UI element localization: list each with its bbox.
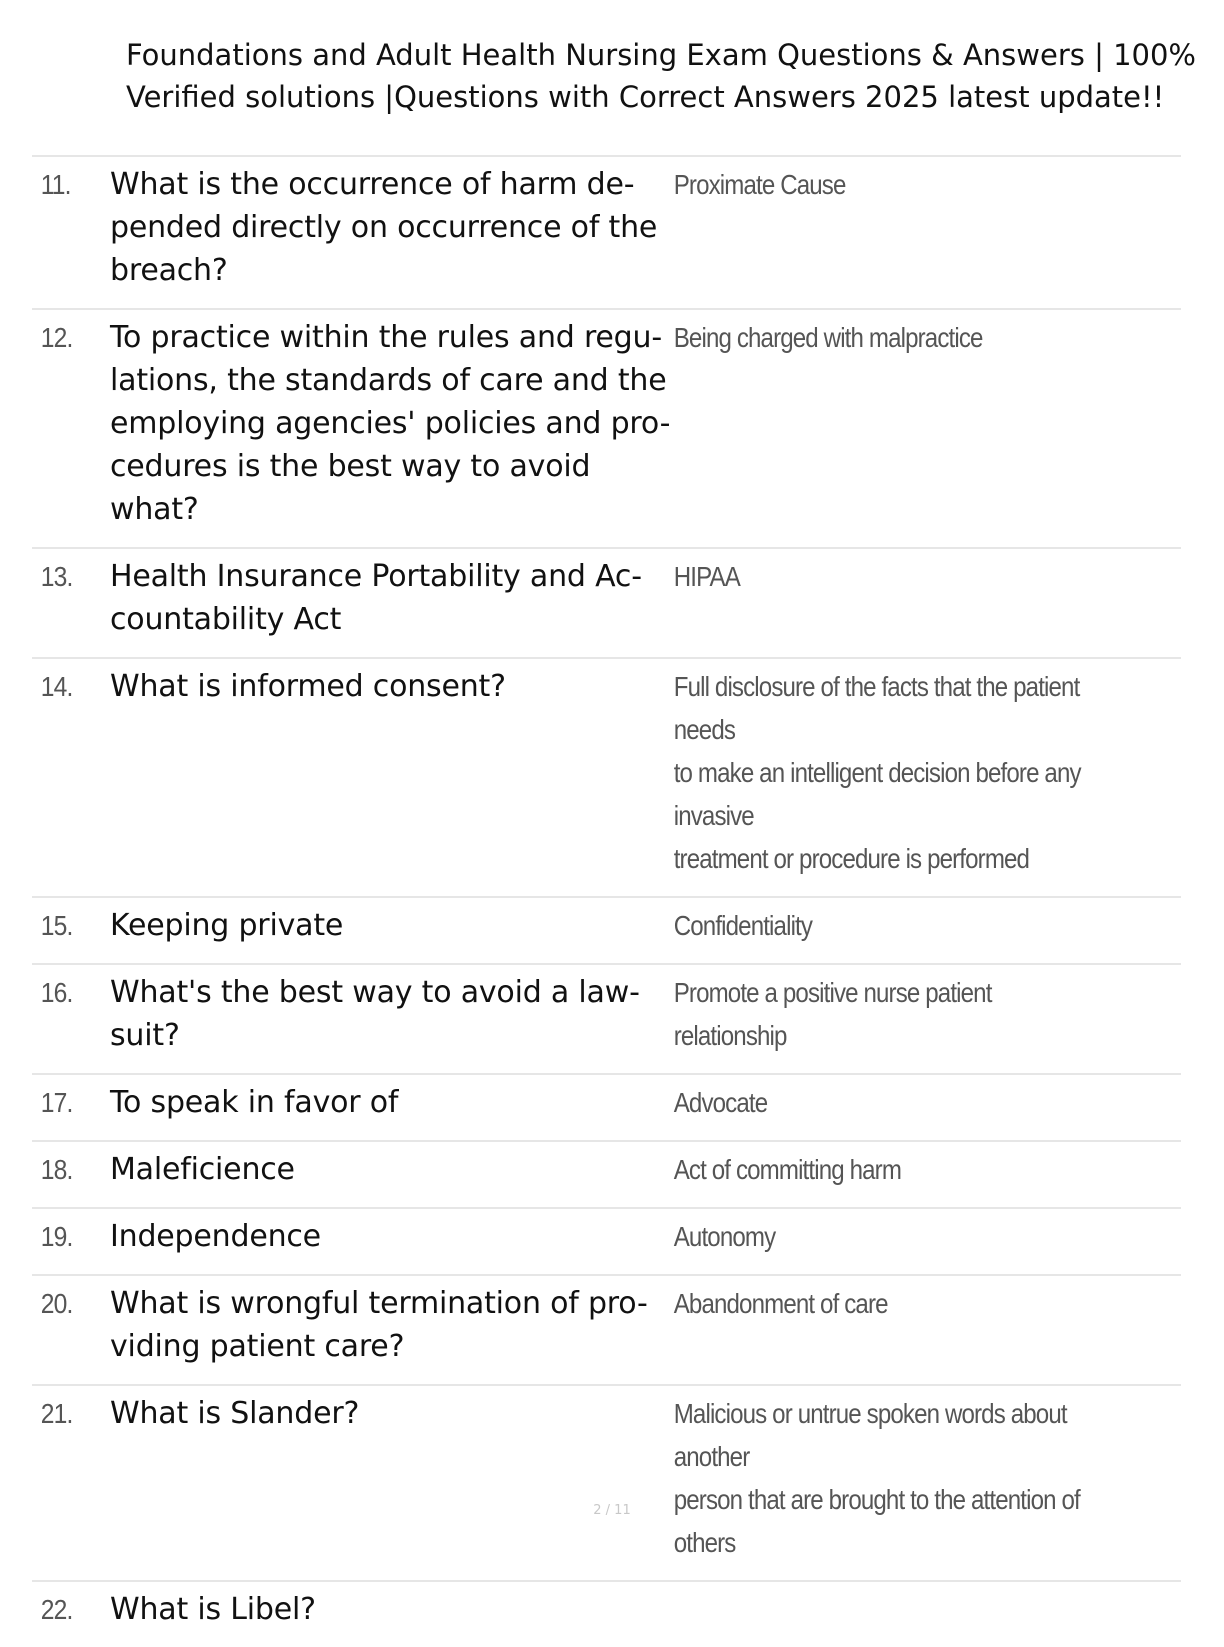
question-number: 15. — [40, 910, 73, 941]
qa-row — [32, 1276, 1181, 1386]
question-text: What is informed consent? — [110, 669, 506, 704]
qa-row — [32, 1209, 1181, 1276]
answer-text — [672, 1588, 1110, 1631]
qa-table — [32, 155, 1181, 1647]
question-text: What is Libel? — [110, 1592, 316, 1627]
qa-row — [32, 1075, 1181, 1142]
answer-text: Proximate Cause — [673, 169, 846, 200]
question-text: What is the occurrence of harm de- pended directly on occurrence of the breach? — [110, 167, 658, 288]
qa-row — [32, 659, 1181, 898]
question-text: What is Slander? — [110, 1396, 360, 1431]
qa-row — [32, 310, 1181, 549]
question-number: 21. — [40, 1398, 73, 1429]
answer-text: HIPAA — [673, 561, 740, 592]
question-number: 22. — [40, 1594, 73, 1625]
question-number: 20. — [40, 1288, 73, 1319]
question-number: 11. — [40, 169, 71, 200]
qa-row — [32, 157, 1181, 310]
header-line-2: Verified solutions |Questions with Correct Answers 2025 latest update!! — [126, 80, 1165, 114]
question-text: Independence — [110, 1219, 321, 1254]
question-text: What is wrongful termination of pro- viding patient care? — [110, 1286, 648, 1364]
question-number: 17. — [40, 1087, 73, 1118]
header-line-1: Foundations and Adult Health Nursing Exam Questions & Answers | 100% — [126, 38, 1196, 72]
question-number: 14. — [40, 671, 73, 702]
answer-text: Confidentiality — [673, 910, 813, 941]
answer-text: Abandonment of care — [673, 1288, 888, 1319]
question-number: 12. — [40, 322, 73, 353]
qa-row — [32, 965, 1181, 1075]
qa-row — [32, 1582, 1181, 1647]
qa-row — [32, 549, 1181, 659]
question-number: 19. — [40, 1221, 73, 1252]
qa-row — [32, 898, 1181, 965]
answer-text: Act of committing harm — [673, 1154, 902, 1185]
question-text: Keeping private — [110, 908, 344, 943]
question-number: 16. — [40, 977, 73, 1008]
question-number: 13. — [40, 561, 73, 592]
answer-text: Full disclosure of the facts that the patient needs to make an intelligent decision before any invasive treatment or procedure is performed — [673, 671, 1081, 874]
question-text: Health Insurance Portability and Ac- countability Act — [110, 559, 642, 637]
answer-text: Advocate — [673, 1087, 768, 1118]
question-text: Maleficience — [110, 1152, 295, 1187]
question-number: 18. — [40, 1154, 73, 1185]
answer-text: Promote a positive nurse patient relationship — [673, 977, 992, 1051]
document-header — [126, 34, 1224, 118]
qa-row — [32, 1142, 1181, 1209]
question-text: To speak in favor of — [110, 1085, 399, 1120]
question-text: What's the best way to avoid a law- suit? — [110, 975, 640, 1053]
question-text: To practice within the rules and regu- lations, the standards of care and the employing agencies' policies and pro- cedures is the best way to avoid what? — [110, 320, 671, 527]
page-number: 2 / 11 — [593, 1503, 631, 1518]
answer-text: Malicious or untrue spoken words about another person that are brought to the attention of others — [673, 1398, 1080, 1558]
answer-text: Autonomy — [673, 1221, 776, 1252]
answer-text: Being charged with malpractice — [673, 322, 983, 353]
qa-row — [32, 1386, 1181, 1582]
